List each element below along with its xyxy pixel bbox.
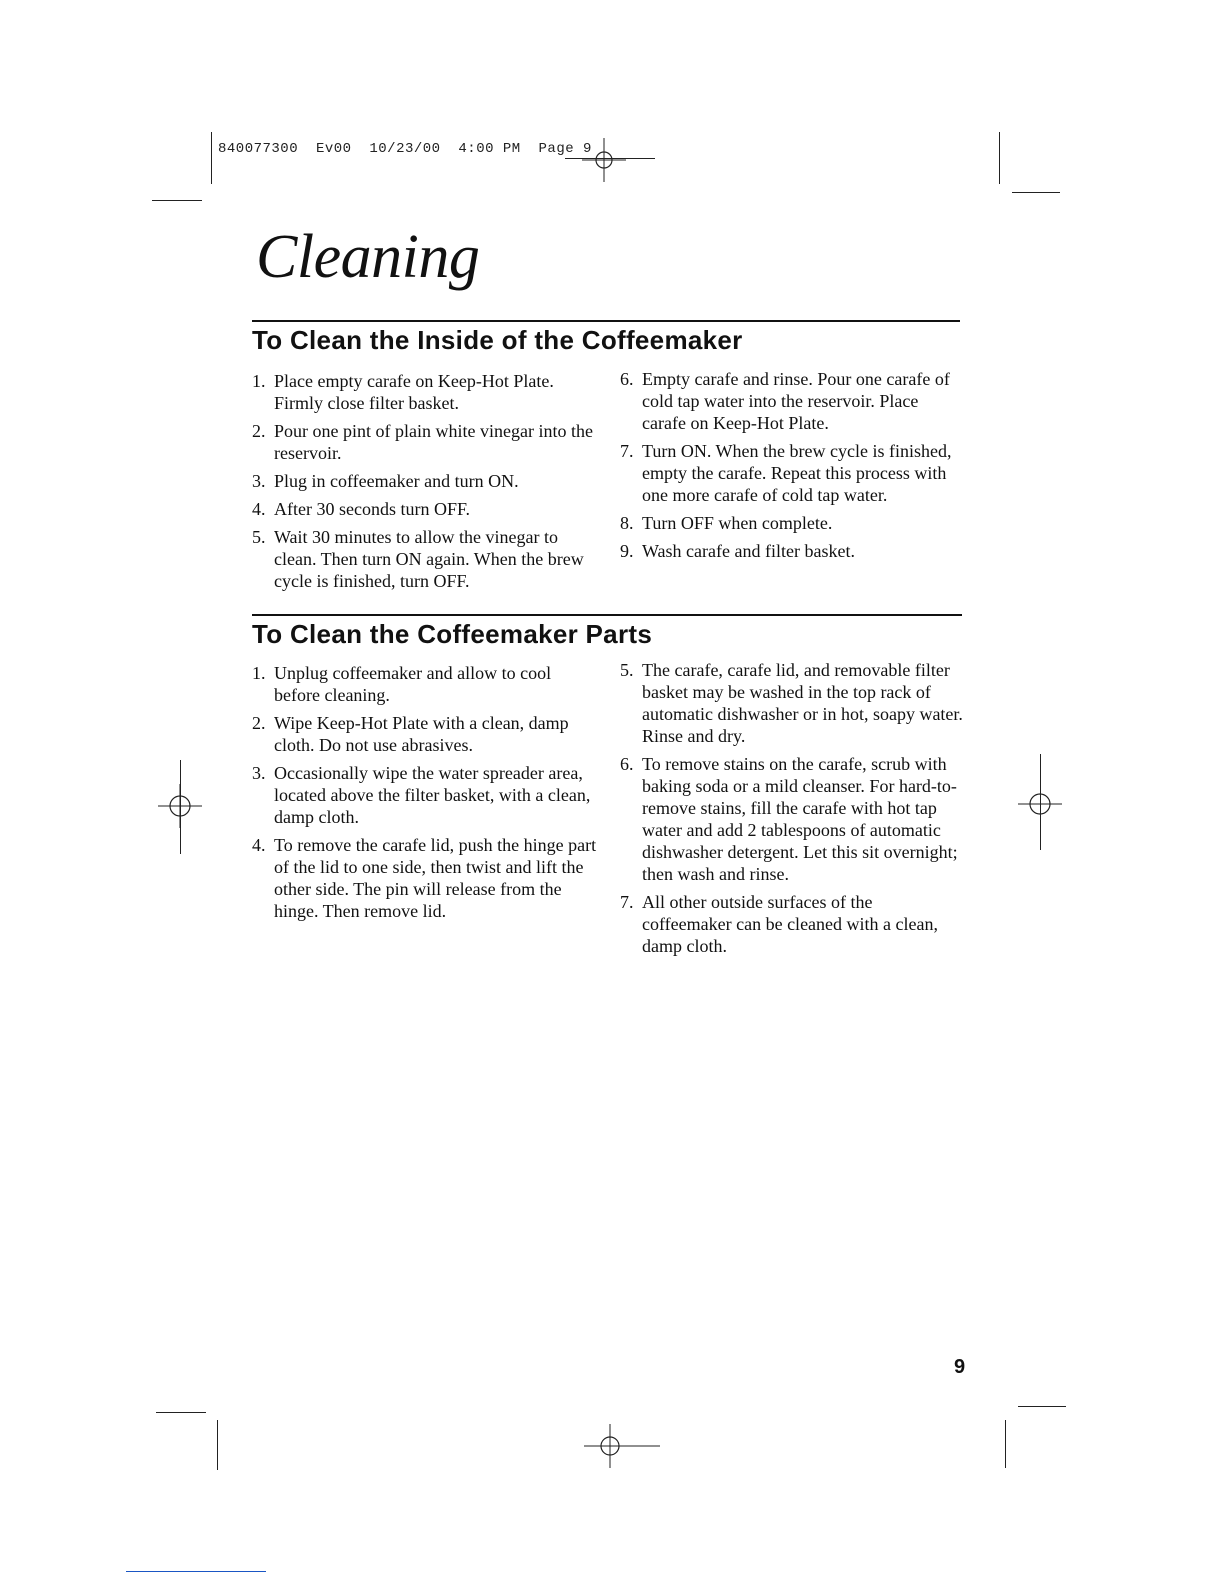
section-2-right-steps (620, 659, 965, 957)
list-item (620, 753, 965, 885)
list-item (252, 526, 597, 592)
slug-time: 4:00 PM (458, 141, 521, 157)
slug-version: Ev00 (315, 141, 352, 157)
list-item (620, 891, 965, 957)
slug-job: 840077300 (218, 141, 299, 157)
step-number: 9. (620, 541, 634, 561)
step-number: 7. (620, 892, 634, 912)
step-number: 6. (620, 369, 634, 389)
crop-mark-top-left-horizontal (152, 200, 202, 201)
section-2-heading: To Clean the Coffeemaker Parts (252, 619, 653, 649)
step-number: 3. (252, 763, 266, 783)
registration-mark-right-stem (1040, 754, 1041, 850)
step-text: The carafe, carafe lid, and removable filter basket may be washed in the top rack of automatic dishwasher or in hot, soapy water. Rinse and dry. (642, 660, 963, 746)
step-text: To remove stains on the carafe, scrub with baking soda or a mild cleanser. For hard-to-remove stains, fill the carafe with hot tap water and add 2 tablespoons of automatic dishwasher detergent. Let this sit overnight; then wash and rinse. (642, 754, 958, 884)
list-item (620, 540, 965, 562)
list-item (620, 659, 965, 747)
step-text: To remove the carafe lid, push the hinge part of the lid to one side, then twist and lift the other side. The pin will release from the hinge. Then remove lid. (274, 835, 597, 921)
step-number: 7. (620, 441, 634, 461)
list-item (252, 712, 597, 756)
step-number: 1. (252, 663, 266, 683)
list-item (252, 470, 597, 492)
step-text: Wash carafe and filter basket. (642, 541, 855, 561)
section-1-right-steps (620, 368, 965, 562)
step-text: Turn OFF when complete. (642, 513, 833, 533)
step-number: 5. (252, 527, 266, 547)
step-text: Plug in coffeemaker and turn ON. (274, 471, 519, 491)
list-item (620, 512, 965, 534)
section-2-rule (252, 614, 962, 616)
step-number: 4. (252, 835, 266, 855)
printer-slug (218, 141, 592, 157)
registration-mark-top-icon (582, 138, 626, 182)
section-1-left-steps (252, 370, 597, 592)
step-text: After 30 seconds turn OFF. (274, 499, 471, 519)
page-number: 9 (954, 1356, 966, 1378)
section-1-heading: To Clean the Inside of the Coffeemaker (252, 325, 743, 355)
slug-date: 10/23/00 (369, 141, 441, 157)
list-item (252, 498, 597, 520)
step-number: 2. (252, 421, 266, 441)
step-number: 2. (252, 713, 266, 733)
step-text: All other outside surfaces of the coffeemaker can be cleaned with a clean, damp cloth. (642, 892, 938, 956)
list-item (252, 662, 597, 706)
step-text: Wait 30 minutes to allow the vinegar to clean. Then turn ON again. When the brew cycle is finished, turn OFF. (274, 527, 584, 591)
step-number: 3. (252, 471, 266, 491)
step-text: Empty carafe and rinse. Pour one carafe of cold tap water into the reservoir. Place carafe on Keep-Hot Plate. (642, 369, 950, 433)
list-item (252, 762, 597, 828)
page-title: Cleaning (256, 223, 480, 291)
list-item (252, 834, 597, 922)
list-item (620, 440, 965, 506)
step-text: Turn ON. When the brew cycle is finished, empty the carafe. Repeat this process with one more carafe of cold tap water. (642, 441, 952, 505)
step-text: Place empty carafe on Keep-Hot Plate. Firmly close filter basket. (274, 371, 554, 413)
step-text: Unplug coffeemaker and allow to cool before cleaning. (274, 663, 552, 705)
list-item (252, 370, 597, 414)
slug-page: Page 9 (538, 141, 592, 157)
crop-mark-bottom-left-horizontal (156, 1412, 206, 1413)
footer-link-underline (126, 1571, 266, 1572)
step-number: 6. (620, 754, 634, 774)
step-text: Occasionally wipe the water spreader area, located above the filter basket, with a clean, damp cloth. (274, 763, 591, 827)
crop-mark-top-right-vertical (999, 132, 1000, 184)
step-number: 1. (252, 371, 266, 391)
section-1-rule (252, 320, 960, 322)
registration-mark-left-stem (180, 760, 181, 854)
crop-mark-bottom-right-vertical (1005, 1420, 1006, 1468)
crop-mark-bottom-right-horizontal (1018, 1406, 1066, 1407)
section-2-left-column (252, 662, 597, 928)
crop-mark-bottom-left-vertical (217, 1420, 218, 1470)
step-number: 4. (252, 499, 266, 519)
section-1-right-column (620, 368, 965, 568)
registration-mark-bottom-icon (584, 1424, 628, 1468)
section-1-left-column (252, 370, 597, 598)
step-number: 8. (620, 513, 634, 533)
list-item (620, 368, 965, 434)
section-2-left-steps (252, 662, 597, 922)
crop-mark-top-left-vertical (211, 132, 212, 184)
crop-mark-top-right-horizontal (1012, 192, 1060, 193)
section-2-right-column (620, 659, 965, 963)
step-text: Wipe Keep-Hot Plate with a clean, damp cloth. Do not use abrasives. (274, 713, 569, 755)
step-number: 5. (620, 660, 634, 680)
list-item (252, 420, 597, 464)
step-text: Pour one pint of plain white vinegar into the reservoir. (274, 421, 593, 463)
